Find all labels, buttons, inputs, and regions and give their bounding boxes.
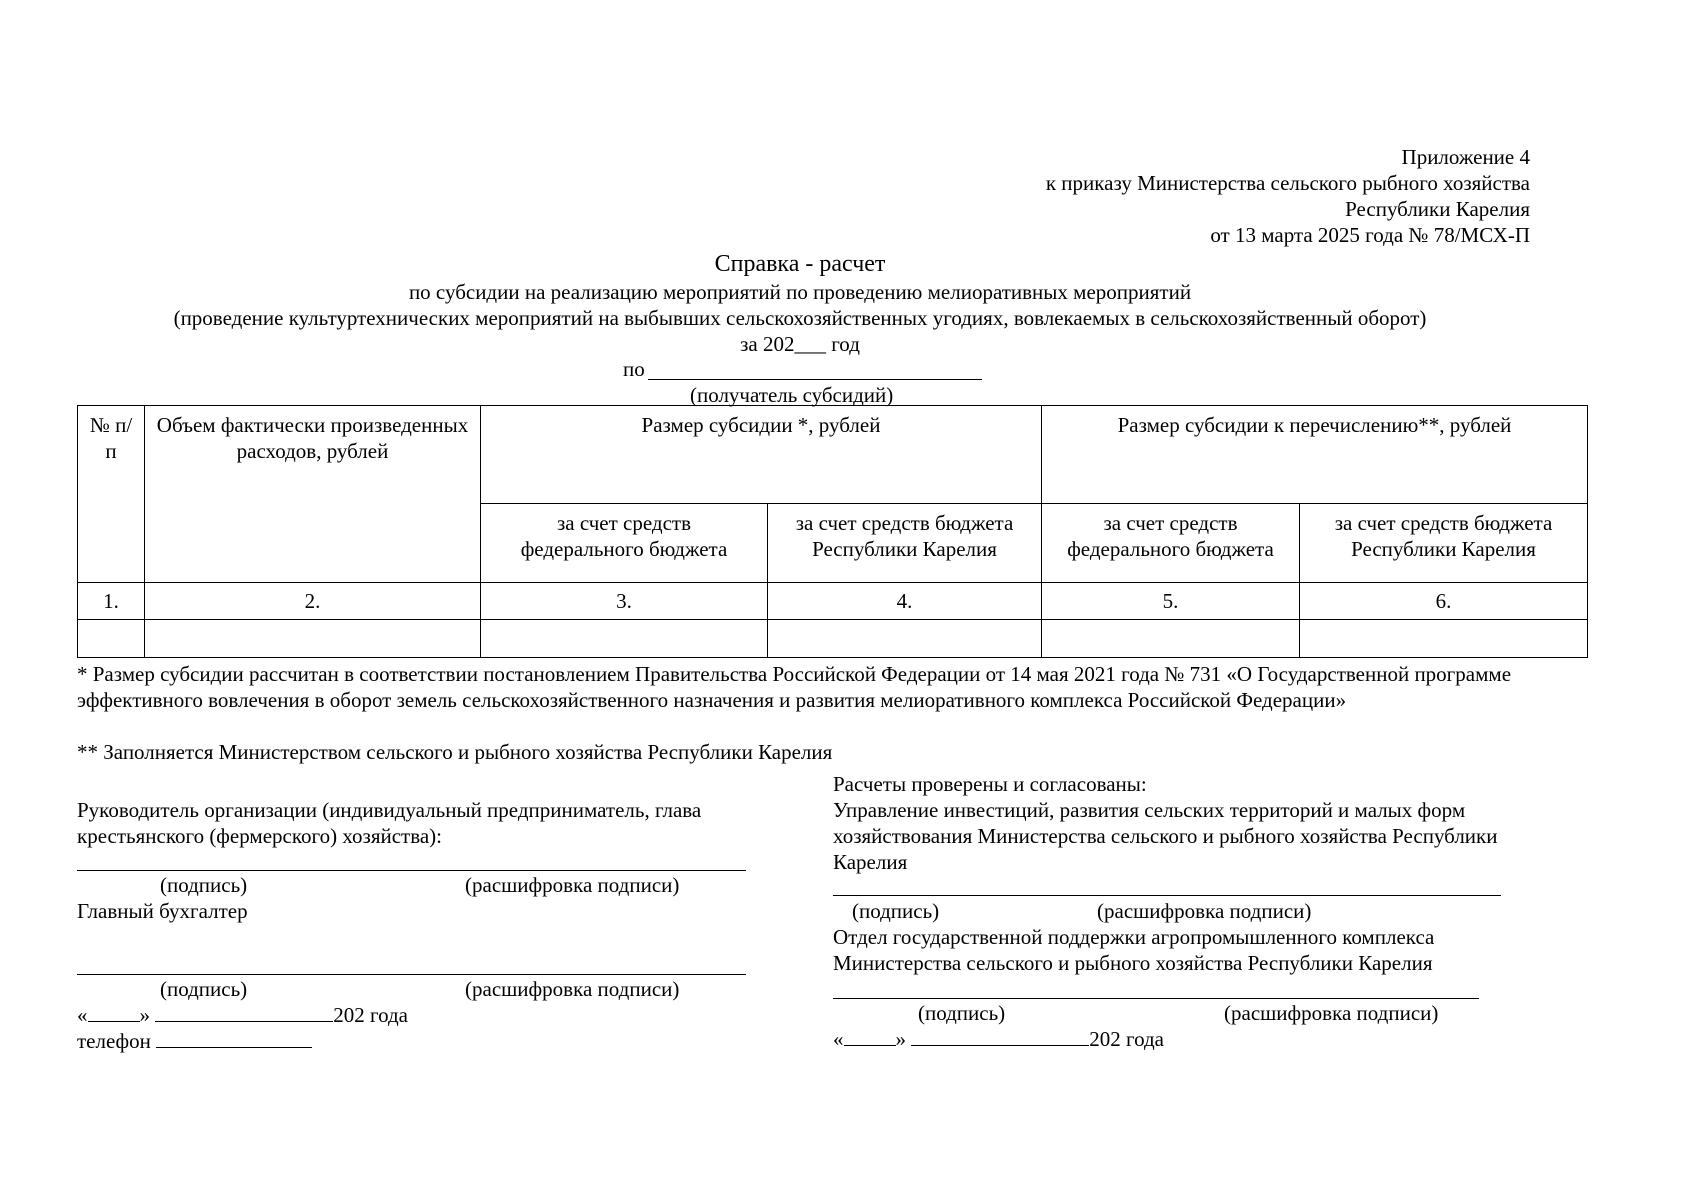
col-number-4: 4. bbox=[768, 583, 1042, 620]
recipient-field[interactable] bbox=[648, 379, 982, 380]
appendix-date: от 13 марта 2025 года № 78/МСХ-П bbox=[1210, 223, 1530, 247]
checked-label: Расчеты проверены и согласованы: bbox=[833, 772, 1147, 796]
right-date-close: » bbox=[895, 1027, 906, 1051]
head-decode-caption: (расшифровка подписи) bbox=[465, 873, 680, 897]
subsidy-table bbox=[77, 405, 1588, 658]
header-federal-transfer: за счет средств федерального бюджета bbox=[1042, 504, 1300, 583]
document-subtitle-1: по субсидии на реализацию мероприятий по проведению мелиоративных мероприятий bbox=[408, 280, 1192, 304]
appendix-number: Приложение 4 bbox=[1401, 145, 1530, 169]
recipient-caption: (получатель субсидий) bbox=[690, 383, 894, 407]
cell-regional-subsidy[interactable] bbox=[768, 620, 1042, 658]
header-transfer: Размер субсидии к перечислению**, рублей bbox=[1042, 406, 1588, 504]
header-expenses: Объем фактически произведенных расходов, рублей bbox=[145, 406, 481, 583]
cell-federal-transfer[interactable] bbox=[1042, 620, 1300, 658]
dept2-sign-caption: (подпись) bbox=[918, 1001, 1006, 1025]
cell-federal-subsidy[interactable] bbox=[481, 620, 768, 658]
accountant-signature-line[interactable] bbox=[77, 974, 746, 975]
right-date-open: « bbox=[833, 1027, 844, 1051]
head-signature-line[interactable] bbox=[77, 870, 746, 871]
dept1-decode-caption: (расшифровка подписи) bbox=[1097, 899, 1312, 923]
appendix-order: к приказу Министерства сельского рыбного хозяйства bbox=[1045, 171, 1530, 195]
document-year: за 202___ год bbox=[740, 332, 860, 356]
head-signatory-label: Руководитель организации (индивидуальный предприниматель, глава крестьянского (фермерского) хозяйства): bbox=[77, 798, 702, 848]
dept1-signature-line[interactable] bbox=[833, 895, 1501, 896]
phone-field[interactable] bbox=[156, 1027, 312, 1048]
right-date-day-field[interactable] bbox=[844, 1025, 896, 1046]
col-number-6: 6. bbox=[1300, 583, 1588, 620]
left-date-open: « bbox=[77, 1003, 88, 1027]
dept2-signature-line[interactable] bbox=[833, 998, 1479, 999]
right-date-year: 202 года bbox=[1089, 1027, 1164, 1051]
accountant-sign-caption: (подпись) bbox=[160, 977, 248, 1001]
header-subsidy: Размер субсидии *, рублей bbox=[481, 406, 1042, 504]
recipient-prefix: по bbox=[623, 357, 645, 381]
department-2: Отдел государственной поддержки агропромышленного комплекса Министерства сельского и рыбного хозяйства Республики Карелия bbox=[833, 925, 1435, 975]
right-date bbox=[833, 1025, 1164, 1052]
cell-regional-transfer[interactable] bbox=[1300, 620, 1588, 658]
department-1: Управление инвестиций, развития сельских территорий и малых форм хозяйствования Министерства сельского и рыбного хозяйства Республики Карелия bbox=[833, 798, 1498, 874]
header-federal-subsidy: за счет средств федерального бюджета bbox=[481, 504, 768, 583]
document-subtitle-2: (проведение культуртехнических мероприятий на выбывших сельскохозяйственных угодиях, вовлекаемых в сельскохозяйственный оборот) bbox=[173, 306, 1427, 330]
left-date-day-field[interactable] bbox=[88, 1001, 140, 1022]
left-date-close: » bbox=[139, 1003, 150, 1027]
col-number-1: 1. bbox=[78, 583, 145, 620]
left-date-year: 202 года bbox=[333, 1003, 408, 1027]
right-date-month-field[interactable] bbox=[911, 1025, 1089, 1046]
cell-expenses[interactable] bbox=[145, 620, 481, 658]
left-date-month-field[interactable] bbox=[155, 1001, 333, 1022]
accountant-decode-caption: (расшифровка подписи) bbox=[465, 977, 680, 1001]
phone-label: телефон bbox=[77, 1029, 151, 1053]
appendix-block bbox=[830, 144, 1530, 248]
head-sign-caption: (подпись) bbox=[160, 873, 248, 897]
header-regional-subsidy: за счет средств бюджета Республики Карелия bbox=[768, 504, 1042, 583]
accountant-label: Главный бухгалтер bbox=[77, 899, 248, 923]
phone-row bbox=[77, 1027, 312, 1054]
footnote-2: ** Заполняется Министерством сельского и рыбного хозяйства Республики Карелия bbox=[77, 740, 833, 764]
col-number-3: 3. bbox=[481, 583, 768, 620]
table-row bbox=[78, 620, 1588, 658]
appendix-region: Республики Карелия bbox=[1345, 197, 1530, 221]
dept2-decode-caption: (расшифровка подписи) bbox=[1224, 1001, 1439, 1025]
footnote-1: * Размер субсидии рассчитан в соответствии постановлением Правительства Российской Федерации от 14 мая 2021 года № 731 «О Государственной программе эффективного вовлечения в оборот земель сельскохозяйственного назначения и развития мелиоративного комплекса Российской Федерации» bbox=[77, 662, 1512, 712]
header-num: № п/п bbox=[78, 406, 145, 583]
header-regional-transfer: за счет средств бюджета Республики Карелия bbox=[1300, 504, 1588, 583]
cell-num[interactable] bbox=[78, 620, 145, 658]
col-number-5: 5. bbox=[1042, 583, 1300, 620]
left-date bbox=[77, 1001, 408, 1028]
col-number-2: 2. bbox=[145, 583, 481, 620]
document-title: Справка - расчет bbox=[714, 251, 886, 277]
dept1-sign-caption: (подпись) bbox=[852, 899, 940, 923]
